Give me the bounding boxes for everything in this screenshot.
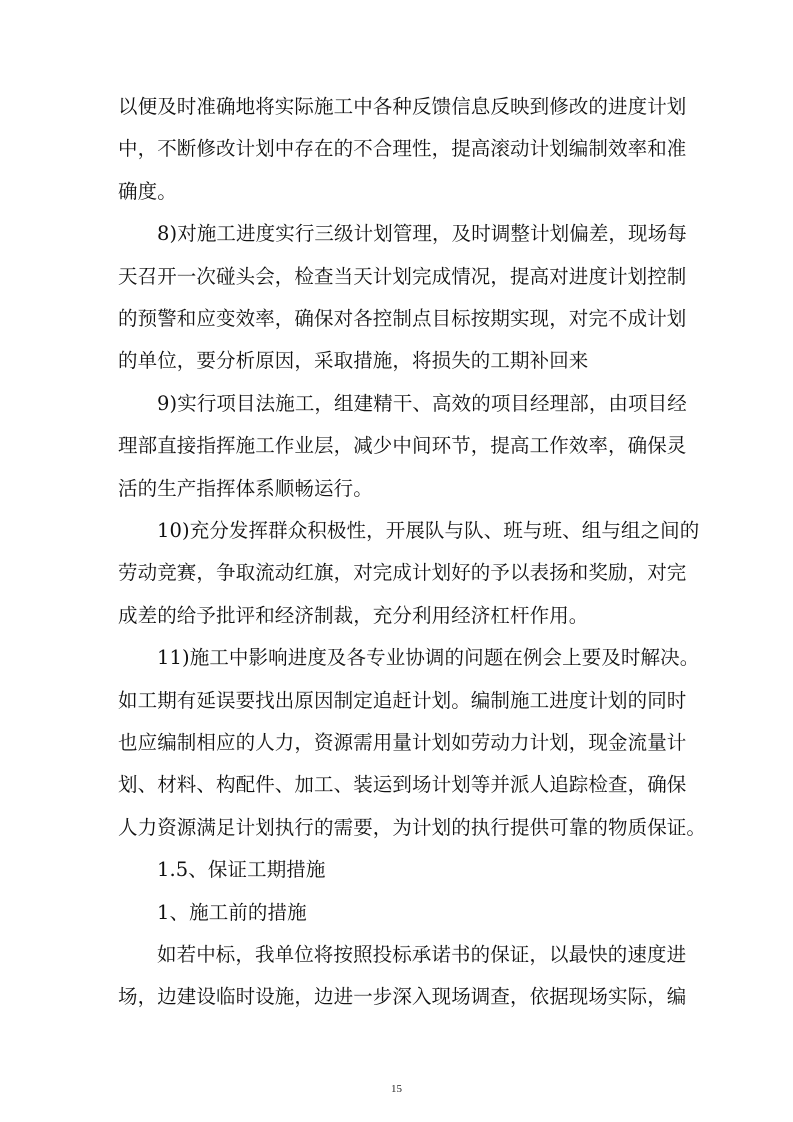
paragraph-line: 活的生产指挥体系顺畅运行。: [118, 476, 373, 500]
paragraph-first-line: 1.5、保证工期措施: [157, 858, 326, 882]
paragraph-line: 理部直接指挥施工作业层，减少中间环节，提高工作效率，确保灵: [118, 434, 687, 458]
paragraph-line: 中，不断修改计划中存在的不合理性，提高滚动计划编制效率和准: [118, 137, 687, 161]
paragraph-line: 成差的给予批评和经济制裁，充分利用经济杠杆作用。: [118, 603, 589, 627]
paragraph-first-line: 9)实行项目法施工，组建精干、高效的项目经理部，由项目经: [157, 391, 687, 415]
paragraph-line: 如工期有延误要找出原因制定追赶计划。编制施工进度计划的同时: [118, 688, 687, 712]
paragraph-first-line: 1、施工前的措施: [157, 900, 307, 924]
page-number: 15: [391, 1083, 402, 1095]
paragraph-line: 的单位，要分析原因，采取措施，将损失的工期补回来: [118, 349, 589, 373]
paragraph-line: 确度。: [118, 179, 177, 203]
paragraph-line: 场，边建设临时设施，边进一步深入现场调查，依据现场实际，编: [118, 985, 687, 1009]
paragraph-first-line: 以便及时准确地将实际施工中各种反馈信息反映到修改的进度计划: [118, 95, 687, 118]
paragraph-line: 人力资源满足计划执行的需要，为计划的执行提供可靠的物质保证。: [118, 815, 707, 839]
paragraph-first-line: 8)对施工进度实行三级计划管理，及时调整计划偏差，现场每: [157, 222, 687, 246]
paragraph-line: 也应编制相应的人力，资源需用量计划如劳动力计划，现金流量计: [118, 731, 687, 754]
paragraph-first-line: 11)施工中影响进度及各专业协调的问题在例会上要及时解决。: [157, 646, 700, 670]
paragraph-line: 天召开一次碰头会，检查当天计划完成情况，提高对进度计划控制: [118, 264, 687, 288]
paragraph-first-line: 10)充分发挥群众积极性，开展队与队、班与班、组与组之间的: [157, 519, 700, 542]
paragraph-line: 劳动竞赛，争取流动红旗，对完成计划好的予以表扬和奖励，对完: [118, 561, 687, 585]
paragraph-line: 划、材料、构配件、加工、装运到场计划等并派人追踪检查，确保: [118, 773, 687, 797]
paragraph-first-line: 如若中标，我单位将按照投标承诺书的保证，以最快的速度进: [157, 943, 687, 966]
paragraph-line: 的预警和应变效率，确保对各控制点目标按期实现，对完不成计划: [118, 307, 687, 330]
